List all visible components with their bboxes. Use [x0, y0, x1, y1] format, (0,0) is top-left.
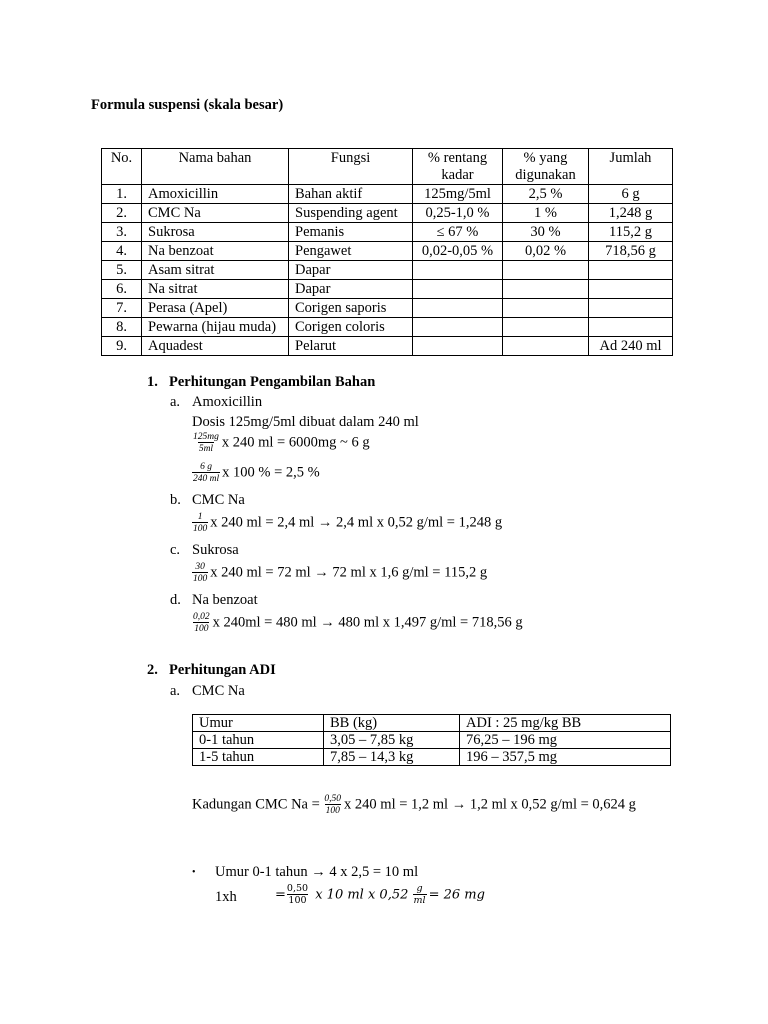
- item-b-label: b.: [170, 492, 181, 508]
- cell-bb: 3,05 – 7,85 kg: [324, 732, 460, 749]
- item-c-label: c.: [170, 542, 181, 558]
- formula-table: [101, 148, 673, 356]
- cell-rentang: [413, 261, 503, 280]
- cell-umur: 1-5 tahun: [193, 749, 324, 766]
- bullet-icon: •: [192, 867, 196, 878]
- table-header-row: [193, 715, 671, 732]
- cell-nama: Pewarna (hijau muda): [142, 318, 289, 337]
- cell-umur: 0-1 tahun: [193, 732, 324, 749]
- header-rentang-kadar: % rentang kadar: [413, 149, 503, 185]
- table-row: [102, 337, 673, 356]
- item-a-title: Amoxicillin: [192, 394, 263, 410]
- cell-digunakan: 0,02 %: [503, 242, 589, 261]
- bullet-umur-line: Umur 0-1 tahun → 4 x 2,5 = 10 ml: [215, 864, 419, 880]
- page-title: Formula suspensi (skala besar): [91, 97, 284, 113]
- xh-label: 1xh: [215, 889, 237, 905]
- section-2-number: 2.: [147, 662, 158, 678]
- fraction: $\frac{0,02}{100}$: [193, 612, 210, 634]
- item-d-label: d.: [170, 592, 181, 608]
- cell-digunakan: [503, 299, 589, 318]
- cell-fungsi: Dapar: [289, 280, 413, 299]
- cell-digunakan: 30 %: [503, 223, 589, 242]
- cell-fungsi: Pelarut: [289, 337, 413, 356]
- cell-fungsi: Corigen coloris: [289, 318, 413, 337]
- fraction: $\frac{0,50}{100}$: [286, 883, 309, 906]
- fraction: $\frac{1}{100}$: [193, 512, 208, 534]
- fraction: $\frac{g}{ml}$: [413, 883, 426, 906]
- table-row: [102, 261, 673, 280]
- item-b-title: CMC Na: [192, 492, 245, 508]
- cell-digunakan: [503, 318, 589, 337]
- cell-fungsi: Pengawet: [289, 242, 413, 261]
- cell-bb: 7,85 – 14,3 kg: [324, 749, 460, 766]
- cell-jumlah: 718,56 g: [589, 242, 673, 261]
- table-row: [102, 204, 673, 223]
- cell-jumlah: 6 g: [589, 185, 673, 204]
- cell-nama: Amoxicillin: [142, 185, 289, 204]
- header-fungsi: Fungsi: [289, 149, 413, 185]
- fraction: $\frac{0,50}{100}$: [324, 794, 342, 816]
- header-adi: ADI : 25 mg/kg BB: [460, 715, 671, 732]
- cell-fungsi: Dapar: [289, 261, 413, 280]
- cell-jumlah: [589, 299, 673, 318]
- cell-digunakan: [503, 261, 589, 280]
- table-header-row: [102, 149, 673, 185]
- fraction: $\frac{30}{100}$: [193, 562, 208, 584]
- cell-nama: Aquadest: [142, 337, 289, 356]
- cell-rentang: ≤ 67 %: [413, 223, 503, 242]
- section-2-heading: Perhitungan ADI: [169, 662, 276, 678]
- amox-dose-line: Dosis 125mg/5ml dibuat dalam 240 ml: [192, 414, 419, 430]
- cell-fungsi: Bahan aktif: [289, 185, 413, 204]
- cell-rentang: 125mg/5ml: [413, 185, 503, 204]
- cell-digunakan: 1 %: [503, 204, 589, 223]
- cell-jumlah: [589, 280, 673, 299]
- cell-no: 4.: [102, 242, 142, 261]
- item-2a-title: CMC Na: [192, 683, 245, 699]
- cell-rentang: 0,25-1,0 %: [413, 204, 503, 223]
- section-1-heading: Perhitungan Pengambilan Bahan: [169, 374, 376, 390]
- cell-digunakan: [503, 280, 589, 299]
- cell-nama: Perasa (Apel): [142, 299, 289, 318]
- cell-no: 9.: [102, 337, 142, 356]
- section-1-number: 1.: [147, 374, 158, 390]
- item-c-title: Sukrosa: [192, 542, 239, 558]
- cell-digunakan: [503, 337, 589, 356]
- cmc-equation: $\frac{1}{100}$ x 240 ml = 2,4 ml → 2,4 ml x 0,52 g/ml = 1,248 g: [193, 512, 503, 534]
- benzoat-equation: $\frac{0,02}{100}$ x 240ml = 480 ml → 480 ml x 1,497 g/ml = 718,56 g: [193, 612, 523, 634]
- cell-jumlah: 1,248 g: [589, 204, 673, 223]
- xh-equation: = $\frac{0,50}{100}$ x 10 ml x 0,52 $\frac{g}{ml}$ = 26 mg: [275, 883, 485, 906]
- cell-nama: Na sitrat: [142, 280, 289, 299]
- item-a-label: a.: [170, 394, 181, 410]
- cell-fungsi: Corigen saporis: [289, 299, 413, 318]
- cell-jumlah: 115,2 g: [589, 223, 673, 242]
- cell-no: 1.: [102, 185, 142, 204]
- cell-jumlah: [589, 318, 673, 337]
- cell-no: 7.: [102, 299, 142, 318]
- cell-no: 6.: [102, 280, 142, 299]
- cell-fungsi: Pemanis: [289, 223, 413, 242]
- cell-adi: 76,25 – 196 mg: [460, 732, 671, 749]
- cell-rentang: [413, 299, 503, 318]
- item-2a-label: a.: [170, 683, 181, 699]
- header-bb: BB (kg): [324, 715, 460, 732]
- header-umur: Umur: [193, 715, 324, 732]
- header-nama-bahan: Nama bahan: [142, 149, 289, 185]
- cell-no: 3.: [102, 223, 142, 242]
- cell-rentang: [413, 337, 503, 356]
- cell-rentang: [413, 280, 503, 299]
- cell-digunakan: 2,5 %: [503, 185, 589, 204]
- cell-nama: Na benzoat: [142, 242, 289, 261]
- table-row: [193, 732, 671, 749]
- cell-nama: Sukrosa: [142, 223, 289, 242]
- table-row: [102, 185, 673, 204]
- table-row: [102, 223, 673, 242]
- cell-jumlah: Ad 240 ml: [589, 337, 673, 356]
- cell-rentang: [413, 318, 503, 337]
- cell-jumlah: [589, 261, 673, 280]
- kadungan-equation: Kadungan CMC Na = $\frac{0,50}{100}$ x 240 ml = 1,2 ml → 1,2 ml x 0,52 g/ml = 0,624 g: [192, 794, 636, 816]
- cell-nama: CMC Na: [142, 204, 289, 223]
- cell-adi: 196 – 357,5 mg: [460, 749, 671, 766]
- header-no: No.: [102, 149, 142, 185]
- table-row: [102, 318, 673, 337]
- amox-equation-1: $\frac{125mg}{5ml}$ x 240 ml = 6000mg ~ 6 g: [193, 432, 370, 454]
- table-row: [102, 242, 673, 261]
- adi-table: [192, 714, 671, 766]
- amox-equation-2: $\frac{6 g}{240 ml}$ x 100 % = 2,5 %: [193, 462, 320, 484]
- fraction: $\frac{125mg}{5ml}$: [193, 432, 219, 454]
- table-row: [193, 749, 671, 766]
- cell-nama: Asam sitrat: [142, 261, 289, 280]
- cell-no: 5.: [102, 261, 142, 280]
- table-row: [102, 299, 673, 318]
- cell-rentang: 0,02-0,05 %: [413, 242, 503, 261]
- item-d-title: Na benzoat: [192, 592, 258, 608]
- sukrosa-equation: $\frac{30}{100}$ x 240 ml = 72 ml → 72 ml x 1,6 g/ml = 115,2 g: [193, 562, 488, 584]
- header-yang-digunakan: % yang digunakan: [503, 149, 589, 185]
- cell-no: 2.: [102, 204, 142, 223]
- header-jumlah: Jumlah: [589, 149, 673, 185]
- cell-no: 8.: [102, 318, 142, 337]
- cell-fungsi: Suspending agent: [289, 204, 413, 223]
- fraction: $\frac{6 g}{240 ml}$: [193, 462, 220, 484]
- table-row: [102, 280, 673, 299]
